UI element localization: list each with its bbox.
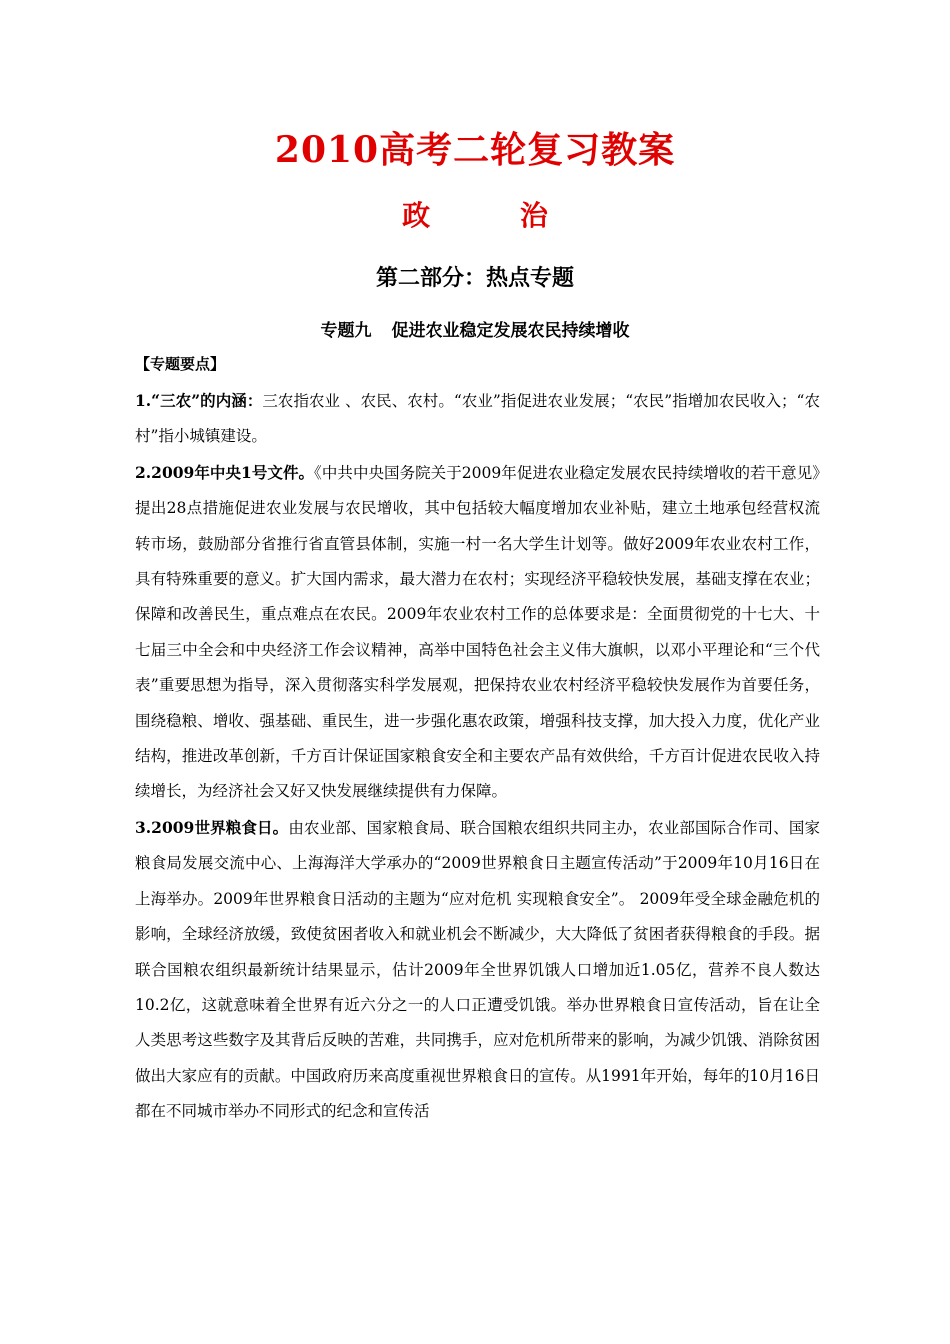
document-main-title: 2010高考二轮复习教案: [274, 129, 676, 171]
point-paragraph: [135, 383, 820, 455]
point-paragraph: [135, 455, 820, 810]
topic-name: 促进农业稳定发展农民持续增收: [391, 321, 630, 341]
topic-number: 专题九: [320, 321, 372, 341]
point-heading: 2.2009年中央1号文件。: [135, 462, 315, 482]
point-heading: 1.“三农”的内涵：: [135, 391, 263, 410]
section-heading: 【专题要点】: [135, 355, 226, 373]
subject-title: 政 治: [402, 199, 588, 232]
point-text: 《中共中央国务院关于2009年促进农业稳定发展农民持续增收的若干意见》提出28点措施促进农业发展与农民增收，其中包括较大幅度增加农业补贴，建立土地承包经营权流转市场，鼓励部分省推行省直管县体制，实施一村一名大学生计划等。做好2009年农业农村工作，具有特殊重要的意义。扩大国内需求，最大潜力在农村；实现经济平稳较快发展，基础支撑在农业；保障和改善民生，重点难点在农民。2009年农业农村工作的总体要求是：全面贯彻党的十七大、十七届三中全会和中央经济工作会议精神，高举中国特色社会主义伟大旗帜，以邓小平理论和“三个代表”重要思想为指导，深入贯彻落实科学发展观，把保持农业农村经济平稳较快发展作为首要任务，围绕稳粮、增收、强基础、重民生，进一步强化惠农政策，增强科技支撑，加大投入力度，优化产业结构，推进改革创新，千方百计保证国家粮食安全和主要农产品有效供给，千方百计促进农民收入持续增长，为经济社会又好又快发展继续提供有力保障。: [135, 463, 820, 801]
point-paragraph: [135, 810, 820, 1130]
part-title: 第二部分：热点专题: [375, 265, 574, 291]
body-text: [135, 383, 820, 1130]
point-text: 三农指农业 、农民、农村。“农业”指促进农业发展；“农民”指增加农民收入；“农村”指小城镇建设。: [135, 392, 820, 446]
point-text: 由农业部、国家粮食局、联合国粮农组织共同主办，农业部国际合作司、国家粮食局发展交流中心、上海海洋大学承办的“2009世界粮食日主题宣传活动”于2009年10月16日在上海举办。2009年世界粮食日活动的主题为“应对危机 实现粮食安全”。 2009年受全球金融危机的影响，全球经济放缓，致使贫困者收入和就业机会不断减少，大大降低了贫困者获得粮食的手段。据联合国粮农组织最新统计结果显示，估计2009年全世界饥饿人口增加近1.05亿，营养不良人数达10.2亿，这就意味着全世界有近六分之一的人口正遭受饥饿。举办世界粮食日宣传活动，旨在让全人类思考这些数字及其背后反映的苦难，共同携手，应对危机所带来的影响，为减少饥饿、消除贫困做出大家应有的贡献。中国政府历来高度重视世界粮食日的宣传。从1991年开始，每年的10月16日都在不同城市举办不同形式的纪念和宣传活: [135, 818, 820, 1121]
topic-title: [0, 318, 950, 344]
point-heading: 3.2009世界粮食日。: [135, 817, 289, 837]
